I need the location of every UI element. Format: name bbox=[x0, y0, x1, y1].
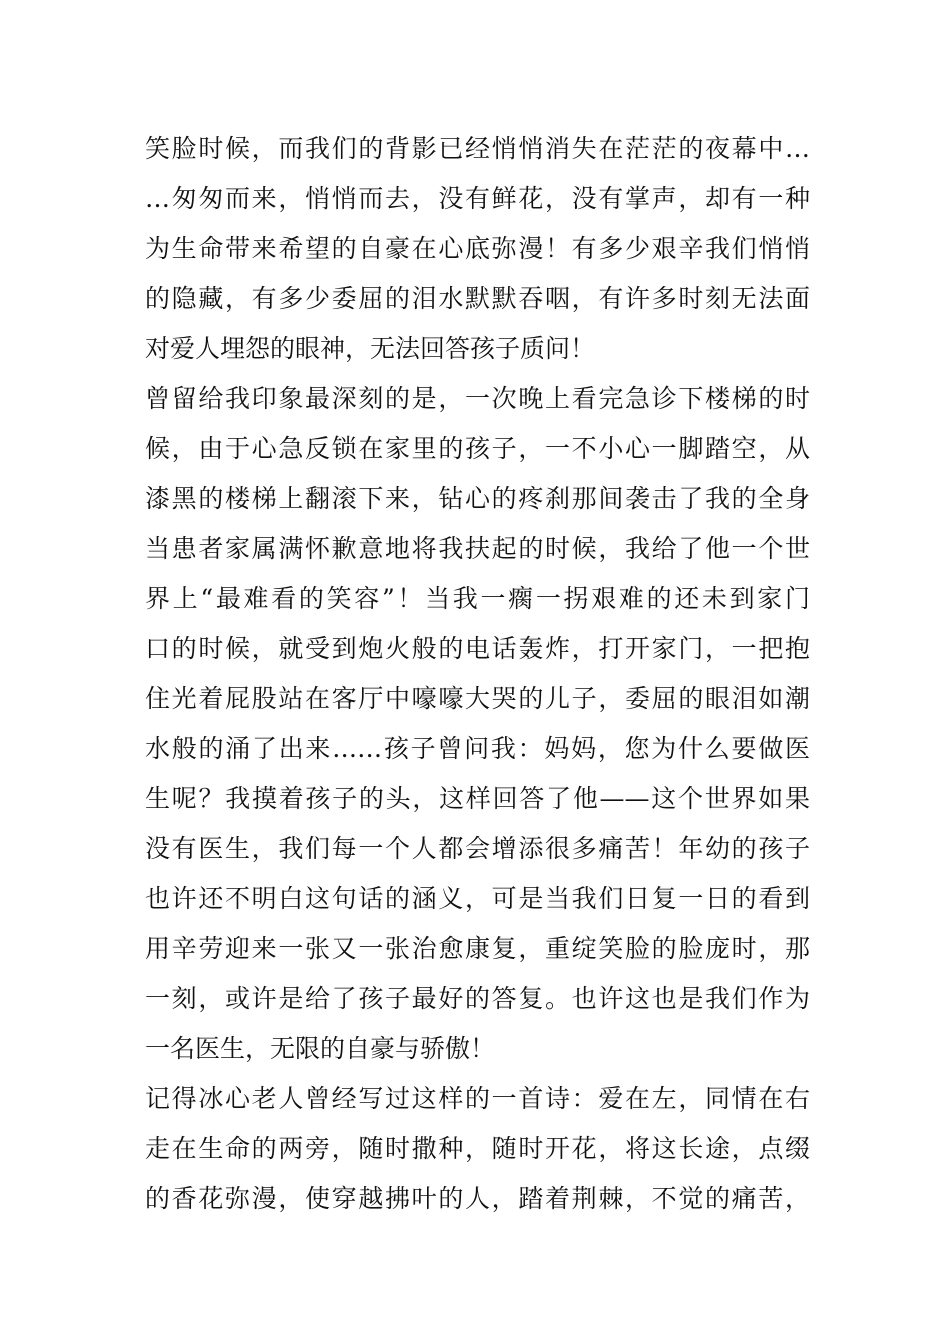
text-line: 一名医生，无限的自豪与骄傲！ bbox=[145, 1034, 496, 1063]
text-line: 生呢？我摸着孩子的头，这样回答了他——这个世界如果 bbox=[145, 784, 810, 813]
text-line: 的香花弥漫，使穿越拂叶的人，踏着荆棘，不觉的痛苦， bbox=[145, 1184, 810, 1213]
text-line: 对爱人埋怨的眼神，无法回答孩子质问！ bbox=[145, 334, 596, 363]
text-line: 一刻，或许是给了孩子最好的答复。也许这也是我们作为 bbox=[145, 984, 810, 1013]
text-line: 没有医生，我们每一个人都会增添很多痛苦！年幼的孩子 bbox=[145, 834, 810, 863]
text-line: 候，由于心急反锁在家里的孩子，一不小心一脚踏空，从 bbox=[145, 434, 810, 463]
text-line: …匆匆而来，悄悄而去，没有鲜花，没有掌声，却有一种 bbox=[145, 184, 810, 213]
text-line: 走在生命的两旁，随时撒种，随时开花，将这长途，点缀 bbox=[145, 1134, 810, 1163]
text-line: 为生命带来希望的自豪在心底弥漫！有多少艰辛我们悄悄 bbox=[145, 234, 810, 263]
text-line: 水般的涌了出来……孩子曾问我：妈妈，您为什么要做医 bbox=[145, 734, 810, 763]
text-line: 笑脸时候，而我们的背影已经悄悄消失在茫茫的夜幕中… bbox=[145, 134, 810, 163]
text-line: 口的时候，就受到炮火般的电话轰炸，打开家门，一把抱 bbox=[145, 634, 810, 663]
text-line: 界上“最难看的笑容”！当我一瘸一拐艰难的还未到家门 bbox=[145, 584, 810, 613]
text-line: 漆黑的楼梯上翻滚下来，钻心的疼刹那间袭击了我的全身 bbox=[145, 484, 810, 513]
text-line: 当患者家属满怀歉意地将我扶起的时候，我给了他一个世 bbox=[145, 534, 810, 563]
text-line: 记得冰心老人曾经写过这样的一首诗：爱在左，同情在右 bbox=[145, 1084, 810, 1113]
text-line: 住光着屁股站在客厅中嚎嚎大哭的儿子，委屈的眼泪如潮 bbox=[145, 684, 810, 713]
text-line: 用辛劳迎来一张又一张治愈康复，重绽笑脸的脸庞时，那 bbox=[145, 934, 810, 963]
body-text bbox=[145, 124, 810, 1224]
text-line: 曾留给我印象最深刻的是，一次晚上看完急诊下楼梯的时 bbox=[145, 384, 810, 413]
text-line: 的隐藏，有多少委屈的泪水默默吞咽，有许多时刻无法面 bbox=[145, 284, 810, 313]
text-line: 也许还不明白这句话的涵义，可是当我们日复一日的看到 bbox=[145, 884, 810, 913]
